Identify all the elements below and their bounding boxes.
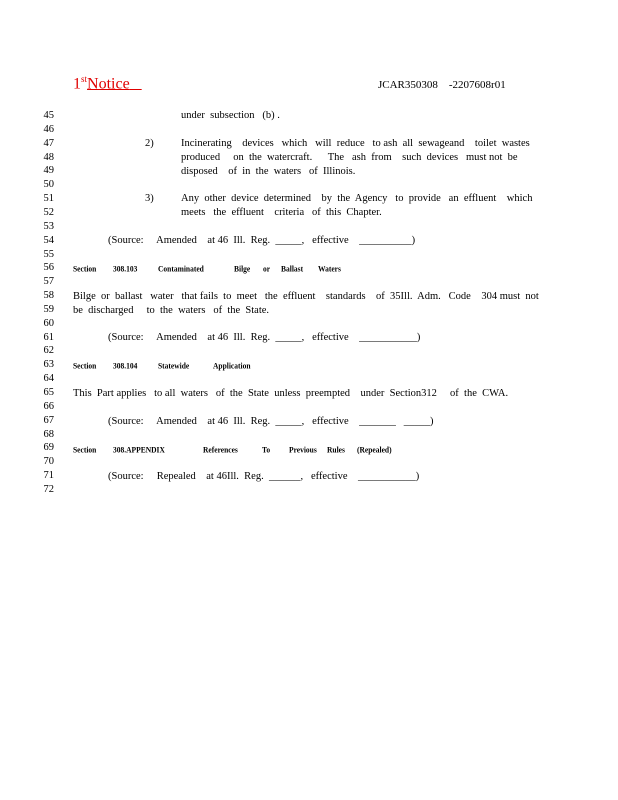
line-number: 66 — [43, 400, 54, 412]
section-308-103-word-1: Contaminated — [158, 263, 204, 274]
section-308-103-word-2: Bilge — [234, 263, 251, 274]
line-number: 67 — [43, 414, 54, 426]
notice-number: 1 — [73, 75, 81, 93]
section-308-104-word-1: Statewide — [158, 360, 190, 371]
source-note-2: (Source: Amended at 46 Ill. Reg. _____, effective ___________) — [108, 332, 421, 343]
line-number: 54 — [43, 234, 54, 246]
line-number: 72 — [43, 483, 54, 495]
section-308-104-label: Section — [73, 360, 97, 371]
section-appendix-word-2: To — [262, 444, 271, 455]
item-2-line-2: produced on the watercraft. The ash from such devices must not be — [181, 152, 518, 163]
paragraph-59: be discharged to the waters of the State. — [73, 305, 270, 316]
section-308-103-label: Section — [73, 263, 97, 274]
notice-suffix: st — [81, 74, 88, 84]
line-number: 70 — [43, 456, 54, 468]
source-note-3: (Source: Amended at 46 Ill. Reg. _____, effective _______ _____) — [108, 416, 434, 427]
section-appendix-word-5: (Repealed) — [357, 444, 392, 455]
line-number: 63 — [43, 359, 54, 371]
line-number: 61 — [43, 331, 54, 343]
jcar-code: JCAR350308 -2207608r01 — [378, 79, 506, 91]
line-number: 56 — [43, 262, 54, 274]
line-number: 53 — [43, 220, 54, 232]
line-45-text: under subsection (b) . — [181, 110, 280, 121]
line-number: 65 — [43, 387, 54, 398]
section-appendix-number: 308.APPENDIX — [113, 444, 165, 455]
item-2-line-3: disposed of in the waters of Illinois. — [181, 166, 356, 177]
source-note-1: (Source: Amended at 46 Ill. Reg. _____, effective __________) — [108, 235, 416, 246]
section-appendix-word-4: Rules — [327, 444, 345, 455]
item-2-line-1: Incinerating devices which will reduce to ash all sewageand toilet wastes — [181, 138, 530, 149]
line-number: 60 — [43, 317, 54, 329]
line-number: 47 — [43, 137, 54, 149]
line-number: 62 — [43, 345, 54, 357]
source-note-4: (Source: Repealed at 46Ill. Reg. ______, effective ___________) — [108, 471, 420, 482]
section-appendix-word-3: Previous — [289, 444, 317, 455]
section-308-103-word-5: Waters — [318, 263, 341, 274]
section-308-104-number: 308.104 — [113, 360, 138, 371]
line-number: 49 — [43, 165, 54, 177]
paragraph-58: Bilge or ballast water that fails to meet the effluent standards of 35Ill. Adm. Code 304 must not — [73, 291, 539, 302]
line-number: 45 — [43, 110, 54, 121]
line-number: 69 — [43, 442, 54, 454]
line-number: 58 — [43, 290, 54, 302]
line-number: 59 — [43, 303, 54, 315]
section-308-104-word-2: Application — [213, 360, 251, 371]
notice-word: Notice — [87, 75, 130, 93]
section-308-103-word-4: Ballast — [281, 263, 304, 274]
line-number: 52 — [43, 206, 54, 218]
item-3-number: 3) — [145, 193, 154, 204]
line-number: 55 — [43, 248, 54, 260]
line-number: 51 — [43, 193, 54, 205]
paragraph-65: This Part applies to all waters of the State unless preempted under Section312 of the CWA. — [73, 388, 509, 399]
item-2-number: 2) — [145, 138, 154, 149]
line-number: 50 — [43, 179, 54, 191]
line-number: 57 — [43, 276, 54, 288]
section-308-103-number: 308.103 — [113, 263, 138, 274]
section-308-103-word-3: or — [263, 263, 271, 274]
section-appendix-word-1: References — [203, 444, 238, 455]
item-3-line-1: Any other device determined by the Agency to provide an effluent which — [181, 193, 533, 204]
line-number: 68 — [43, 428, 54, 440]
section-appendix-label: Section — [73, 444, 97, 455]
line-number: 48 — [43, 151, 54, 163]
item-3-line-2: meets the effluent criteria of this Chapter. — [181, 207, 382, 218]
line-number: 46 — [43, 123, 54, 135]
line-number: 71 — [43, 470, 54, 482]
line-number: 64 — [43, 373, 54, 385]
notice-heading — [73, 74, 142, 93]
